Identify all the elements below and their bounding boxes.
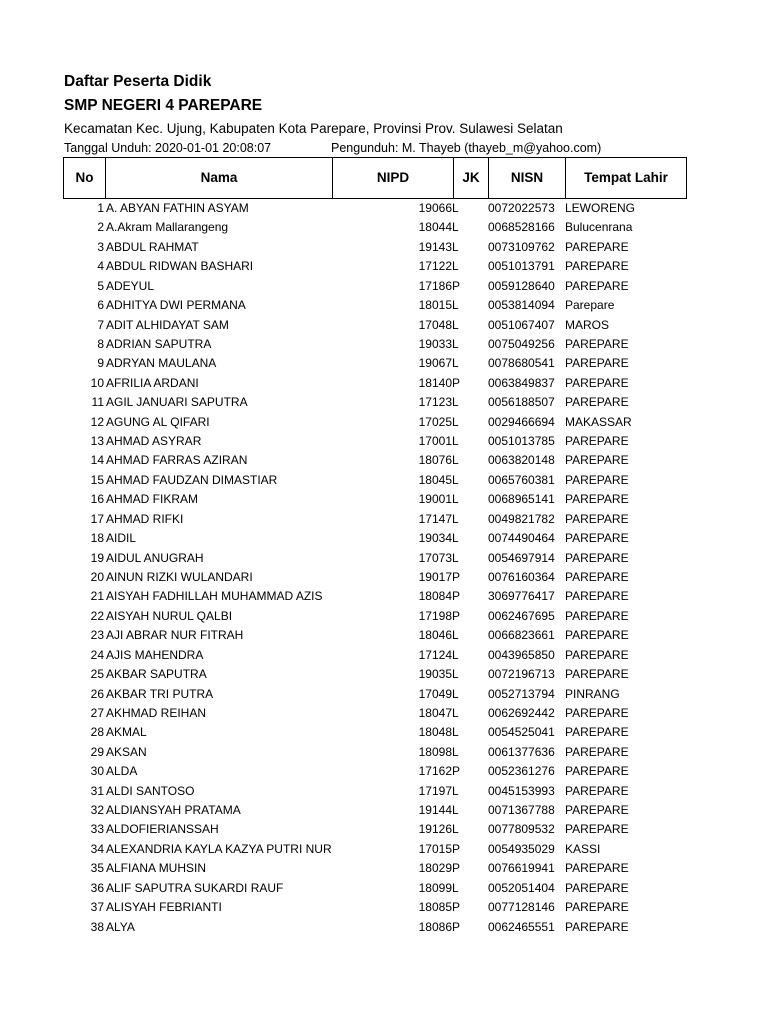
birthplace: PAREPARE [565, 239, 629, 254]
row-number: 36 [90, 880, 104, 895]
nipd: 19001 [418, 492, 452, 507]
nipd: 18046 [418, 628, 452, 643]
nisn: 0062465551 [488, 919, 555, 934]
table-row [0, 743, 768, 762]
row-number: 26 [90, 686, 104, 701]
document-title: Daftar Peserta Didik [64, 73, 212, 90]
student-name: AFRILIA ARDANI [106, 375, 199, 390]
header-nama: Nama [105, 158, 332, 198]
nipd: 18045 [418, 472, 452, 487]
table-row [0, 762, 768, 781]
gender: L [452, 667, 459, 682]
nipd: 18015 [418, 298, 452, 313]
nisn: 0072196713 [488, 667, 555, 682]
birthplace: PAREPARE [565, 434, 629, 449]
row-number: 24 [90, 647, 104, 662]
table-row [0, 257, 768, 276]
gender: L [452, 705, 459, 720]
birthplace: MAKASSAR [565, 414, 632, 429]
nisn: 0072022573 [488, 201, 555, 215]
birthplace: PAREPARE [565, 453, 629, 468]
nipd: 17073 [418, 550, 452, 565]
nisn: 0073109762 [488, 239, 555, 254]
gender: L [452, 783, 459, 798]
nipd: 17015 [418, 841, 452, 856]
row-number: 7 [97, 317, 104, 332]
gender: L [452, 531, 459, 546]
birthplace: KASSI [565, 841, 601, 856]
birthplace: LEWORENG [565, 201, 636, 215]
table-row [0, 723, 768, 742]
header-nisn: NISN [488, 158, 565, 198]
row-number: 16 [90, 492, 104, 507]
gender: L [452, 725, 459, 740]
nipd: 18076 [418, 453, 452, 468]
nipd: 17001 [418, 434, 452, 449]
nipd: 17186 [418, 278, 452, 293]
row-number: 13 [90, 434, 104, 449]
table-row [0, 665, 768, 684]
nipd: 17049 [418, 686, 452, 701]
nipd: 18099 [418, 880, 452, 895]
table-row [0, 587, 768, 606]
student-name: AIDIL [106, 531, 137, 546]
header-tempat-lahir: Tempat Lahir [565, 158, 686, 198]
table-row [0, 316, 768, 335]
birthplace: Parepare [565, 298, 615, 313]
table-row [0, 238, 768, 257]
row-number: 9 [97, 356, 104, 371]
nipd: 19034 [418, 531, 452, 546]
birthplace: PAREPARE [565, 628, 629, 643]
row-number: 28 [90, 725, 104, 740]
gender: P [452, 764, 461, 779]
table-row [0, 451, 768, 470]
nipd: 19067 [418, 356, 452, 371]
nisn: 0054697914 [488, 550, 555, 565]
gender: L [452, 880, 459, 895]
table-header [63, 157, 687, 199]
student-name: AHMAD FIKRAM [106, 492, 199, 507]
table-row [0, 626, 768, 645]
nisn: 0045153993 [488, 783, 555, 798]
location-line: Kecamatan Kec. Ujung, Kabupaten Kota Parepare, Provinsi Prov. Sulawesi Selatan [64, 121, 563, 136]
row-number: 23 [90, 628, 104, 643]
birthplace: PAREPARE [565, 531, 629, 546]
nisn: 0051013785 [488, 434, 555, 449]
nipd: 18047 [418, 705, 452, 720]
table-row [0, 413, 768, 432]
table-row [0, 782, 768, 801]
birthplace: PAREPARE [565, 764, 629, 779]
nisn: 0063820148 [488, 453, 555, 468]
gender: L [452, 317, 459, 332]
nipd: 19033 [418, 336, 452, 351]
row-number: 19 [90, 550, 104, 565]
header-no: No [75, 170, 94, 185]
nipd: 17122 [418, 259, 452, 274]
row-number: 29 [90, 744, 104, 759]
nisn: 0049821782 [488, 511, 555, 526]
row-number: 8 [97, 336, 104, 351]
row-number: 6 [97, 298, 104, 313]
row-number: 1 [97, 201, 104, 215]
student-name: ALDA [106, 764, 138, 779]
row-number: 5 [97, 278, 104, 293]
nisn: 0062467695 [488, 608, 555, 623]
student-name: ADHITYA DWI PERMANA [106, 298, 246, 313]
student-name: ADEYUL [106, 278, 155, 293]
row-number: 20 [90, 569, 104, 584]
table-row [0, 335, 768, 354]
student-name: AGIL JANUARI SAPUTRA [106, 395, 248, 410]
nisn: 0077809532 [488, 822, 555, 837]
student-name: AJI ABRAR NUR FITRAH [106, 628, 244, 643]
student-name: AHMAD RIFKI [106, 511, 184, 526]
birthplace: PAREPARE [565, 278, 629, 293]
birthplace: PAREPARE [565, 608, 629, 623]
row-number: 17 [90, 511, 104, 526]
nisn: 0029466694 [488, 414, 555, 429]
student-name: AKSAN [106, 744, 147, 759]
birthplace: PAREPARE [565, 705, 629, 720]
nipd: 18044 [418, 220, 452, 235]
birthplace: PAREPARE [565, 589, 629, 604]
nisn: 0056188507 [488, 395, 555, 410]
row-number: 32 [90, 803, 104, 818]
row-number: 37 [90, 900, 104, 915]
table-row [0, 277, 768, 296]
birthplace: PAREPARE [565, 569, 629, 584]
nipd: 17197 [418, 783, 452, 798]
birthplace: PAREPARE [565, 803, 629, 818]
nipd: 17147 [418, 511, 452, 526]
table-row [0, 918, 768, 937]
birthplace: PAREPARE [565, 647, 629, 662]
birthplace: PAREPARE [565, 900, 629, 915]
nipd: 17162 [418, 764, 452, 779]
row-number: 18 [90, 531, 104, 546]
nisn: 0043965850 [488, 647, 555, 662]
nisn: 0062692442 [488, 705, 555, 720]
student-name: ALYA [106, 919, 135, 934]
nisn: 0052713794 [488, 686, 555, 701]
table-row [0, 568, 768, 587]
table-row [0, 354, 768, 373]
student-name: ALIF SAPUTRA SUKARDI RAUF [106, 880, 284, 895]
gender: L [452, 239, 459, 254]
birthplace: Bulucenrana [565, 220, 633, 235]
nisn: 3069776417 [488, 589, 555, 604]
student-name: ALFIANA MUHSIN [106, 861, 207, 876]
birthplace: PAREPARE [565, 492, 629, 507]
nipd: 19144 [418, 803, 452, 818]
gender: L [452, 472, 459, 487]
header-nipd: NIPD [332, 158, 453, 198]
gender: L [452, 453, 459, 468]
nisn: 0075049256 [488, 336, 555, 351]
nisn: 0052051404 [488, 880, 555, 895]
table-row [0, 199, 768, 218]
gender: L [452, 744, 459, 759]
nipd: 18048 [418, 725, 452, 740]
nipd: 18029 [418, 861, 452, 876]
birthplace: PAREPARE [565, 511, 629, 526]
nipd: 17124 [418, 647, 452, 662]
table-row [0, 646, 768, 665]
student-name: AKHMAD REIHAN [106, 705, 207, 720]
gender: L [452, 434, 459, 449]
student-name: ABDUL RIDWAN BASHARI [106, 259, 254, 274]
nipd: 19035 [418, 667, 452, 682]
table-row [0, 820, 768, 839]
row-number: 12 [90, 414, 104, 429]
table-row [0, 549, 768, 568]
student-name: ALEXANDRIA KAYLA KAZYA PUTRI NUR [106, 841, 332, 856]
gender: L [452, 298, 459, 313]
nisn: 0059128640 [488, 278, 555, 293]
nisn: 0054935029 [488, 841, 555, 856]
birthplace: MAROS [565, 317, 610, 332]
nisn: 0074490464 [488, 531, 555, 546]
student-name: AGUNG AL QIFARI [106, 414, 210, 429]
table-row [0, 840, 768, 859]
nisn: 0061377636 [488, 744, 555, 759]
nipd: 17025 [418, 414, 452, 429]
gender: L [452, 511, 459, 526]
row-number: 14 [90, 453, 104, 468]
nisn: 0054525041 [488, 725, 555, 740]
student-name: AIDUL ANUGRAH [106, 550, 204, 565]
row-number: 31 [90, 783, 104, 798]
nipd: 18086 [418, 919, 452, 934]
table-row [0, 898, 768, 917]
table-row [0, 218, 768, 237]
birthplace: PAREPARE [565, 861, 629, 876]
birthplace: PAREPARE [565, 880, 629, 895]
student-name: ALDIANSYAH PRATAMA [106, 803, 241, 818]
table-row [0, 432, 768, 451]
student-name: AHMAD FAUDZAN DIMASTIAR [106, 472, 278, 487]
birthplace: PAREPARE [565, 919, 629, 934]
table-row [0, 296, 768, 315]
download-date: Tanggal Unduh: 2020-01-01 20:08:07 [64, 141, 272, 155]
row-number: 34 [90, 841, 104, 856]
birthplace: PAREPARE [565, 395, 629, 410]
gender: L [452, 220, 459, 235]
birthplace: PAREPARE [565, 667, 629, 682]
birthplace: PAREPARE [565, 375, 629, 390]
birthplace: PAREPARE [565, 744, 629, 759]
student-name: A.Akram Mallarangeng [106, 220, 229, 235]
student-name: AHMAD ASYRAR [106, 434, 202, 449]
gender: P [452, 919, 461, 934]
nisn: 0078680541 [488, 356, 555, 371]
row-number: 4 [97, 259, 104, 274]
row-number: 11 [91, 395, 104, 410]
student-name: AISYAH NURUL QALBI [106, 608, 233, 623]
nipd: 18098 [418, 744, 452, 759]
nipd: 18140 [418, 375, 452, 390]
table-row [0, 859, 768, 878]
gender: P [452, 375, 461, 390]
gender: L [452, 201, 459, 215]
nipd: 19017 [418, 569, 452, 584]
row-number: 30 [90, 764, 104, 779]
table-row [0, 685, 768, 704]
student-name: AJIS MAHENDRA [106, 647, 204, 662]
nipd: 19143 [418, 239, 452, 254]
nisn: 0051013791 [488, 259, 555, 274]
nipd: 17048 [418, 317, 452, 332]
row-number: 21 [90, 589, 104, 604]
gender: L [452, 492, 459, 507]
row-number: 35 [90, 861, 104, 876]
row-number: 38 [90, 919, 104, 934]
header-jk: JK [453, 158, 488, 198]
gender: P [452, 841, 461, 856]
row-number: 22 [90, 608, 104, 623]
student-name: AISYAH FADHILLAH MUHAMMAD AZIS [106, 589, 323, 604]
student-name: AHMAD FARRAS AZIRAN [106, 453, 248, 468]
student-name: AKMAL [106, 725, 147, 740]
nisn: 0076160364 [488, 569, 555, 584]
gender: L [452, 356, 459, 371]
nisn: 0071367788 [488, 803, 555, 818]
nipd: 18084 [418, 589, 452, 604]
table-row [0, 529, 768, 548]
row-number: 15 [90, 472, 104, 487]
table-row [0, 704, 768, 723]
table-row [0, 879, 768, 898]
table-row [0, 393, 768, 412]
nisn: 0051067407 [488, 317, 555, 332]
birthplace: PAREPARE [565, 550, 629, 565]
table-row [0, 374, 768, 393]
gender: L [452, 395, 459, 410]
row-number: 3 [97, 239, 104, 254]
nipd: 19066 [418, 201, 452, 215]
table-row [0, 607, 768, 626]
student-name: ALDOFIERIANSSAH [106, 822, 219, 837]
gender: L [452, 822, 459, 837]
gender: L [452, 647, 459, 662]
birthplace: PAREPARE [565, 822, 629, 837]
table-row [0, 471, 768, 490]
row-number: 25 [90, 667, 104, 682]
student-name: ADIT ALHIDAYAT SAM [106, 317, 229, 332]
school-name: SMP NEGERI 4 PAREPARE [64, 97, 263, 114]
student-name: ALDI SANTOSO [106, 783, 195, 798]
student-name: ALISYAH FEBRIANTI [106, 900, 222, 915]
nisn: 0065760381 [488, 472, 555, 487]
gender: P [452, 608, 461, 623]
gender: P [452, 569, 461, 584]
gender: L [452, 550, 459, 565]
nisn: 0077128146 [488, 900, 555, 915]
table-row [0, 490, 768, 509]
nisn: 0076619941 [488, 861, 555, 876]
gender: L [452, 628, 459, 643]
gender: P [452, 278, 461, 293]
birthplace: PAREPARE [565, 356, 629, 371]
birthplace: PAREPARE [565, 725, 629, 740]
student-name: ADRIAN SAPUTRA [106, 336, 212, 351]
nisn: 0068965141 [488, 492, 555, 507]
nisn: 0053814094 [488, 298, 555, 313]
gender: L [452, 414, 459, 429]
table-row [0, 510, 768, 529]
nipd: 17198 [418, 608, 452, 623]
student-name: A. ABYAN FATHIN ASYAM [106, 201, 249, 215]
student-name: AKBAR TRI PUTRA [106, 686, 214, 701]
birthplace: PAREPARE [565, 783, 629, 798]
gender: L [452, 686, 459, 701]
downloader-info: Pengunduh: M. Thayeb (thayeb_m@yahoo.com) [331, 141, 602, 155]
nipd: 19126 [418, 822, 452, 837]
row-number: 27 [90, 705, 104, 720]
row-number: 33 [90, 822, 104, 837]
row-number: 2 [97, 220, 104, 235]
gender: L [452, 336, 459, 351]
nisn: 0068528166 [488, 220, 555, 235]
gender: P [452, 589, 461, 604]
gender: P [452, 900, 461, 915]
student-name: ADRYAN MAULANA [106, 356, 217, 371]
gender: L [452, 259, 459, 274]
gender: L [452, 803, 459, 818]
nisn: 0052361276 [488, 764, 555, 779]
nisn: 0066823661 [488, 628, 555, 643]
nipd: 18085 [418, 900, 452, 915]
student-name: AINUN RIZKI WULANDARI [106, 569, 253, 584]
row-number: 10 [90, 375, 104, 390]
student-name: AKBAR SAPUTRA [106, 667, 207, 682]
nisn: 0063849837 [488, 375, 555, 390]
birthplace: PINRANG [565, 686, 620, 701]
gender: P [452, 861, 461, 876]
birthplace: PAREPARE [565, 336, 629, 351]
table-row [0, 801, 768, 820]
birthplace: PAREPARE [565, 472, 629, 487]
birthplace: PAREPARE [565, 259, 629, 274]
student-name: ABDUL RAHMAT [106, 239, 199, 254]
nipd: 17123 [418, 395, 452, 410]
